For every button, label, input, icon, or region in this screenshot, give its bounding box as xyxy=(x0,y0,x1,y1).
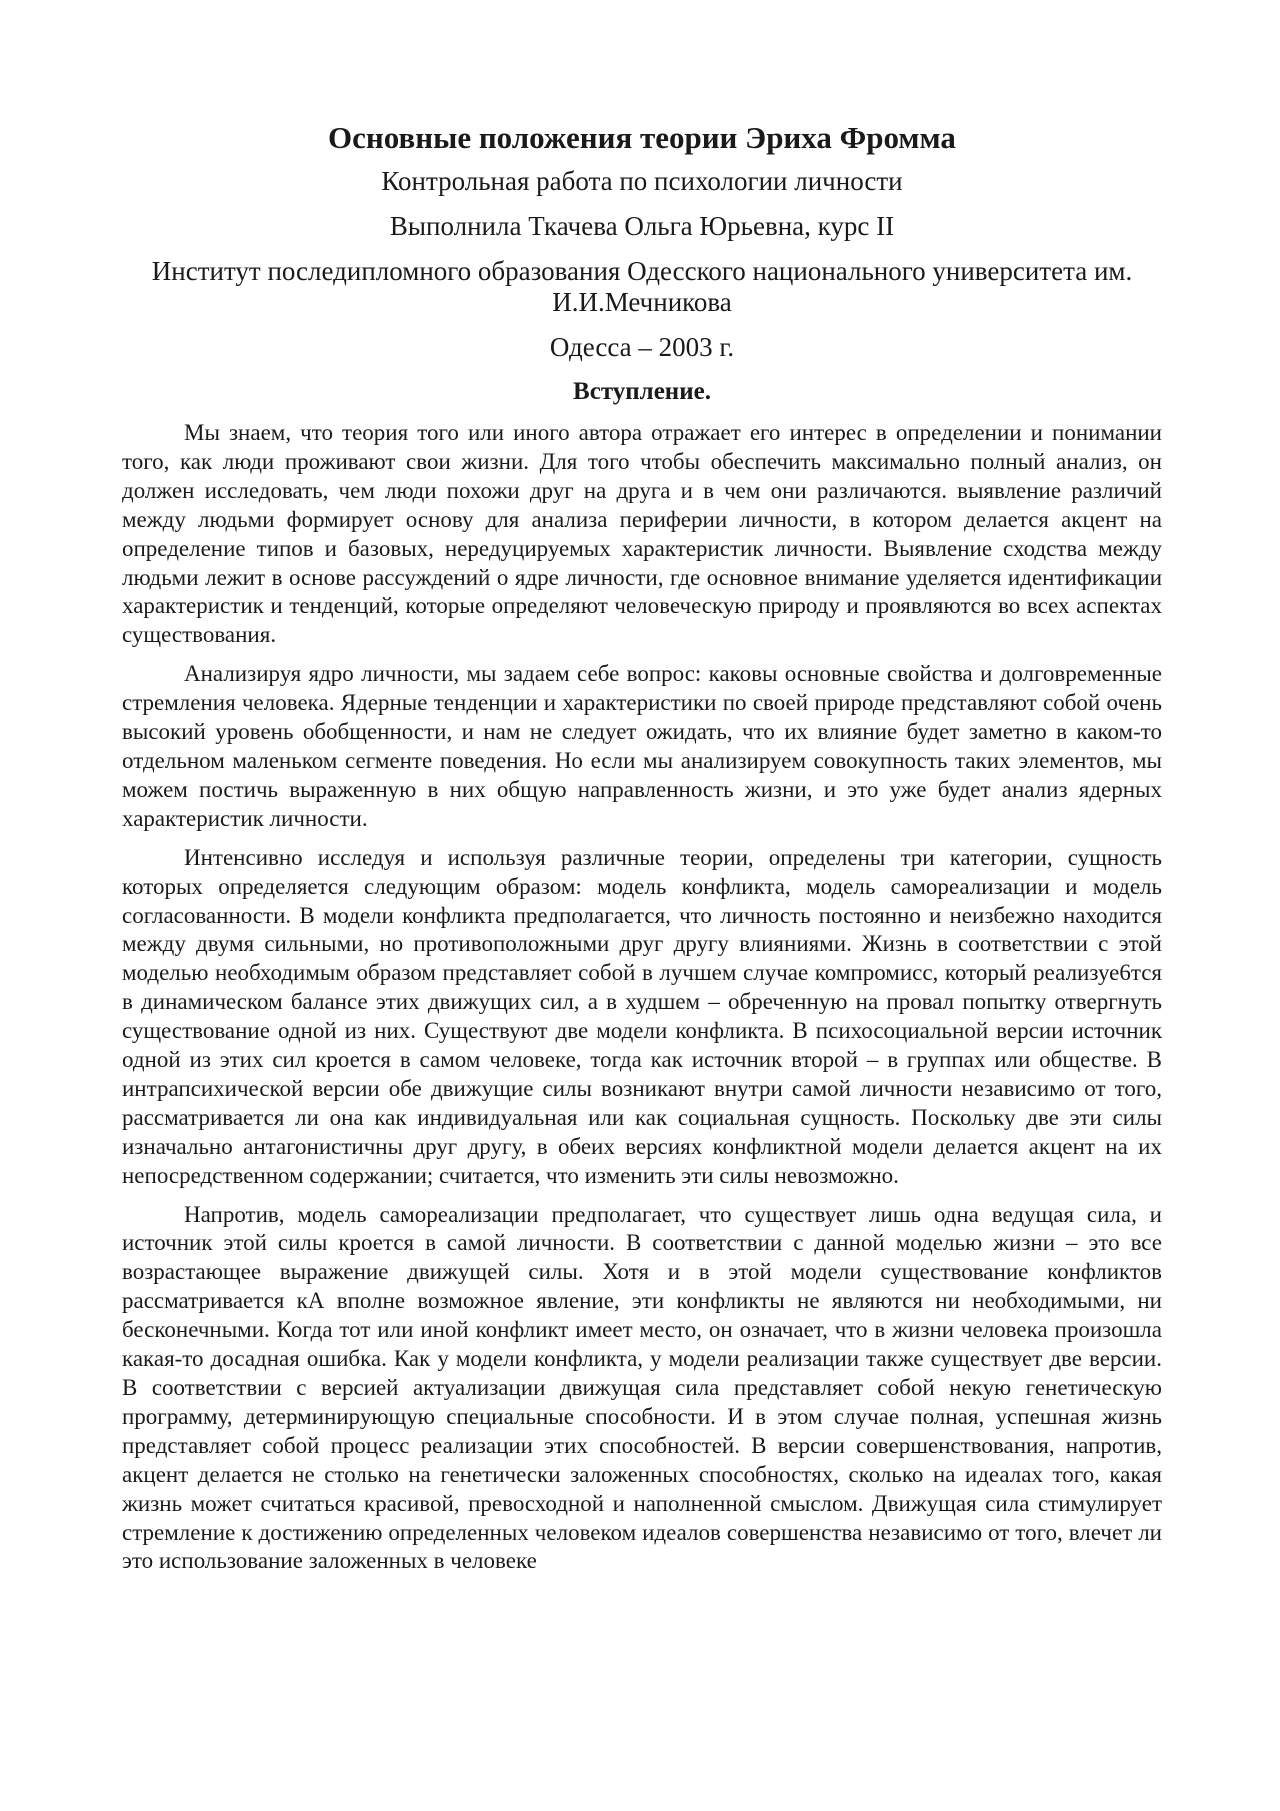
paragraph: Анализируя ядро личности, мы задаем себе вопрос: каковы основные свойства и долговременные стремления человека. Ядерные тенденции и характеристики по своей природе представляют собой очень высокий уровень обобщенности, и нам не следует ожидать, что их влияние будет заметно в каком-то отдельном маленьком сегменте поведения. Но если мы анализируем совокупность таких элементов, мы можем постичь выраженную в них общую направленность жизни, и это уже будет анализ ядерных характеристик личности. xyxy=(122,661,1162,831)
document-title: Основные положения теории Эриха Фромма xyxy=(328,120,956,155)
paragraph: Интенсивно исследуя и используя различные теории, определены три категории, сущность которых определяется следующим образом: модель конфликта, модель самореализации и модель согласованности. В модели конфликта предполагается, что личность постоянно и неизбежно находится между двумя сильными, но противоположными друг другу влияниями. Жизнь в соответствии с этой моделью необходимым образом представляет собой в лучшем случае компромисс, который реализуе6тся в динамическом балансе этих движущих сил, а в худшем – обреченную на провал попытку отвергнуть существование одной из них. Существуют две модели конфликта. В психосоциальной версии источник одной из этих сил кроется в самом человеке, тогда как источник второй – в группах или обществе. В интрапсихической версии обе движущие силы возникают внутри самой личности независимо от того, рассматривается ли она как индивидуальная или как социальная сущность. Поскольку две эти силы изначально антагонистичны друг другу, в обеих версиях конфликтной модели делается акцент на их непосредственном содержании; считается, что изменить эти силы невозможно. xyxy=(122,844,1162,1188)
paragraph: Мы знаем, что теория того или иного автора отражает его интерес в определении и понимании того, как люди проживают свои жизни. Для того чтобы обеспечить максимально полный анализ, он должен исследовать, чем люди похожи друг на друга и в чем они различаются. выявление различий между людьми формирует основу для анализа периферии личности, в котором делается акцент на определение типов и базовых, нередуцируемых характеристик личности. Выявление сходства между людьми лежит в основе рассуждений о ядре личности, где основное внимание уделяется идентификации характеристик и тенденций, которые определяют человеческую природу и проявляются во всех аспектах существования. xyxy=(122,420,1162,648)
document-page xyxy=(122,120,1162,1586)
place-year: Одесса – 2003 г. xyxy=(549,332,735,362)
institution-text: Институт последипломного образования Одесского национального университета им. И.И.Мечникова xyxy=(151,256,1133,317)
section-heading: Вступление. xyxy=(573,378,711,405)
paragraph: Напротив, модель самореализации предполагает, что существует лишь одна ведущая сила, и источник этой силы кроется в самой личности. В соответствии с данной моделью жизни – это все возрастающее выражение движущей силы. Хотя и в этой модели существование конфликтов рассматривается кА вполне возможное явление, эти конфликты не являются ни необходимыми, ни бесконечными. Когда тот или иной конфликт имеет место, он означает, что в жизни человека произошла какая-то досадная ошибка. Как у модели конфликта, у модели реализации также существует две версии. В соответствии с версией актуализации движущая сила представляет собой некую генетическую программу, детерминирующую специальные способности. И в этом случае полная, успешная жизнь представляет собой процесс реализации этих способностей. В версии совершенствования, напротив, акцент делается не столько на генетически заложенных способностях, сколько на идеалах того, какая жизнь может считаться красивой, превосходной и наполненной смыслом. Движущая сила стимулирует стремление к достижению определенных человеком идеалов совершенства независимо от того, влечет ли это использование заложенных в человеке xyxy=(122,1201,1162,1574)
document-subtitle: Контрольная работа по психологии личности xyxy=(381,166,903,196)
institution-line xyxy=(122,256,1162,318)
author-line: Выполнила Ткачева Ольга Юрьевна, курс II xyxy=(389,211,895,241)
